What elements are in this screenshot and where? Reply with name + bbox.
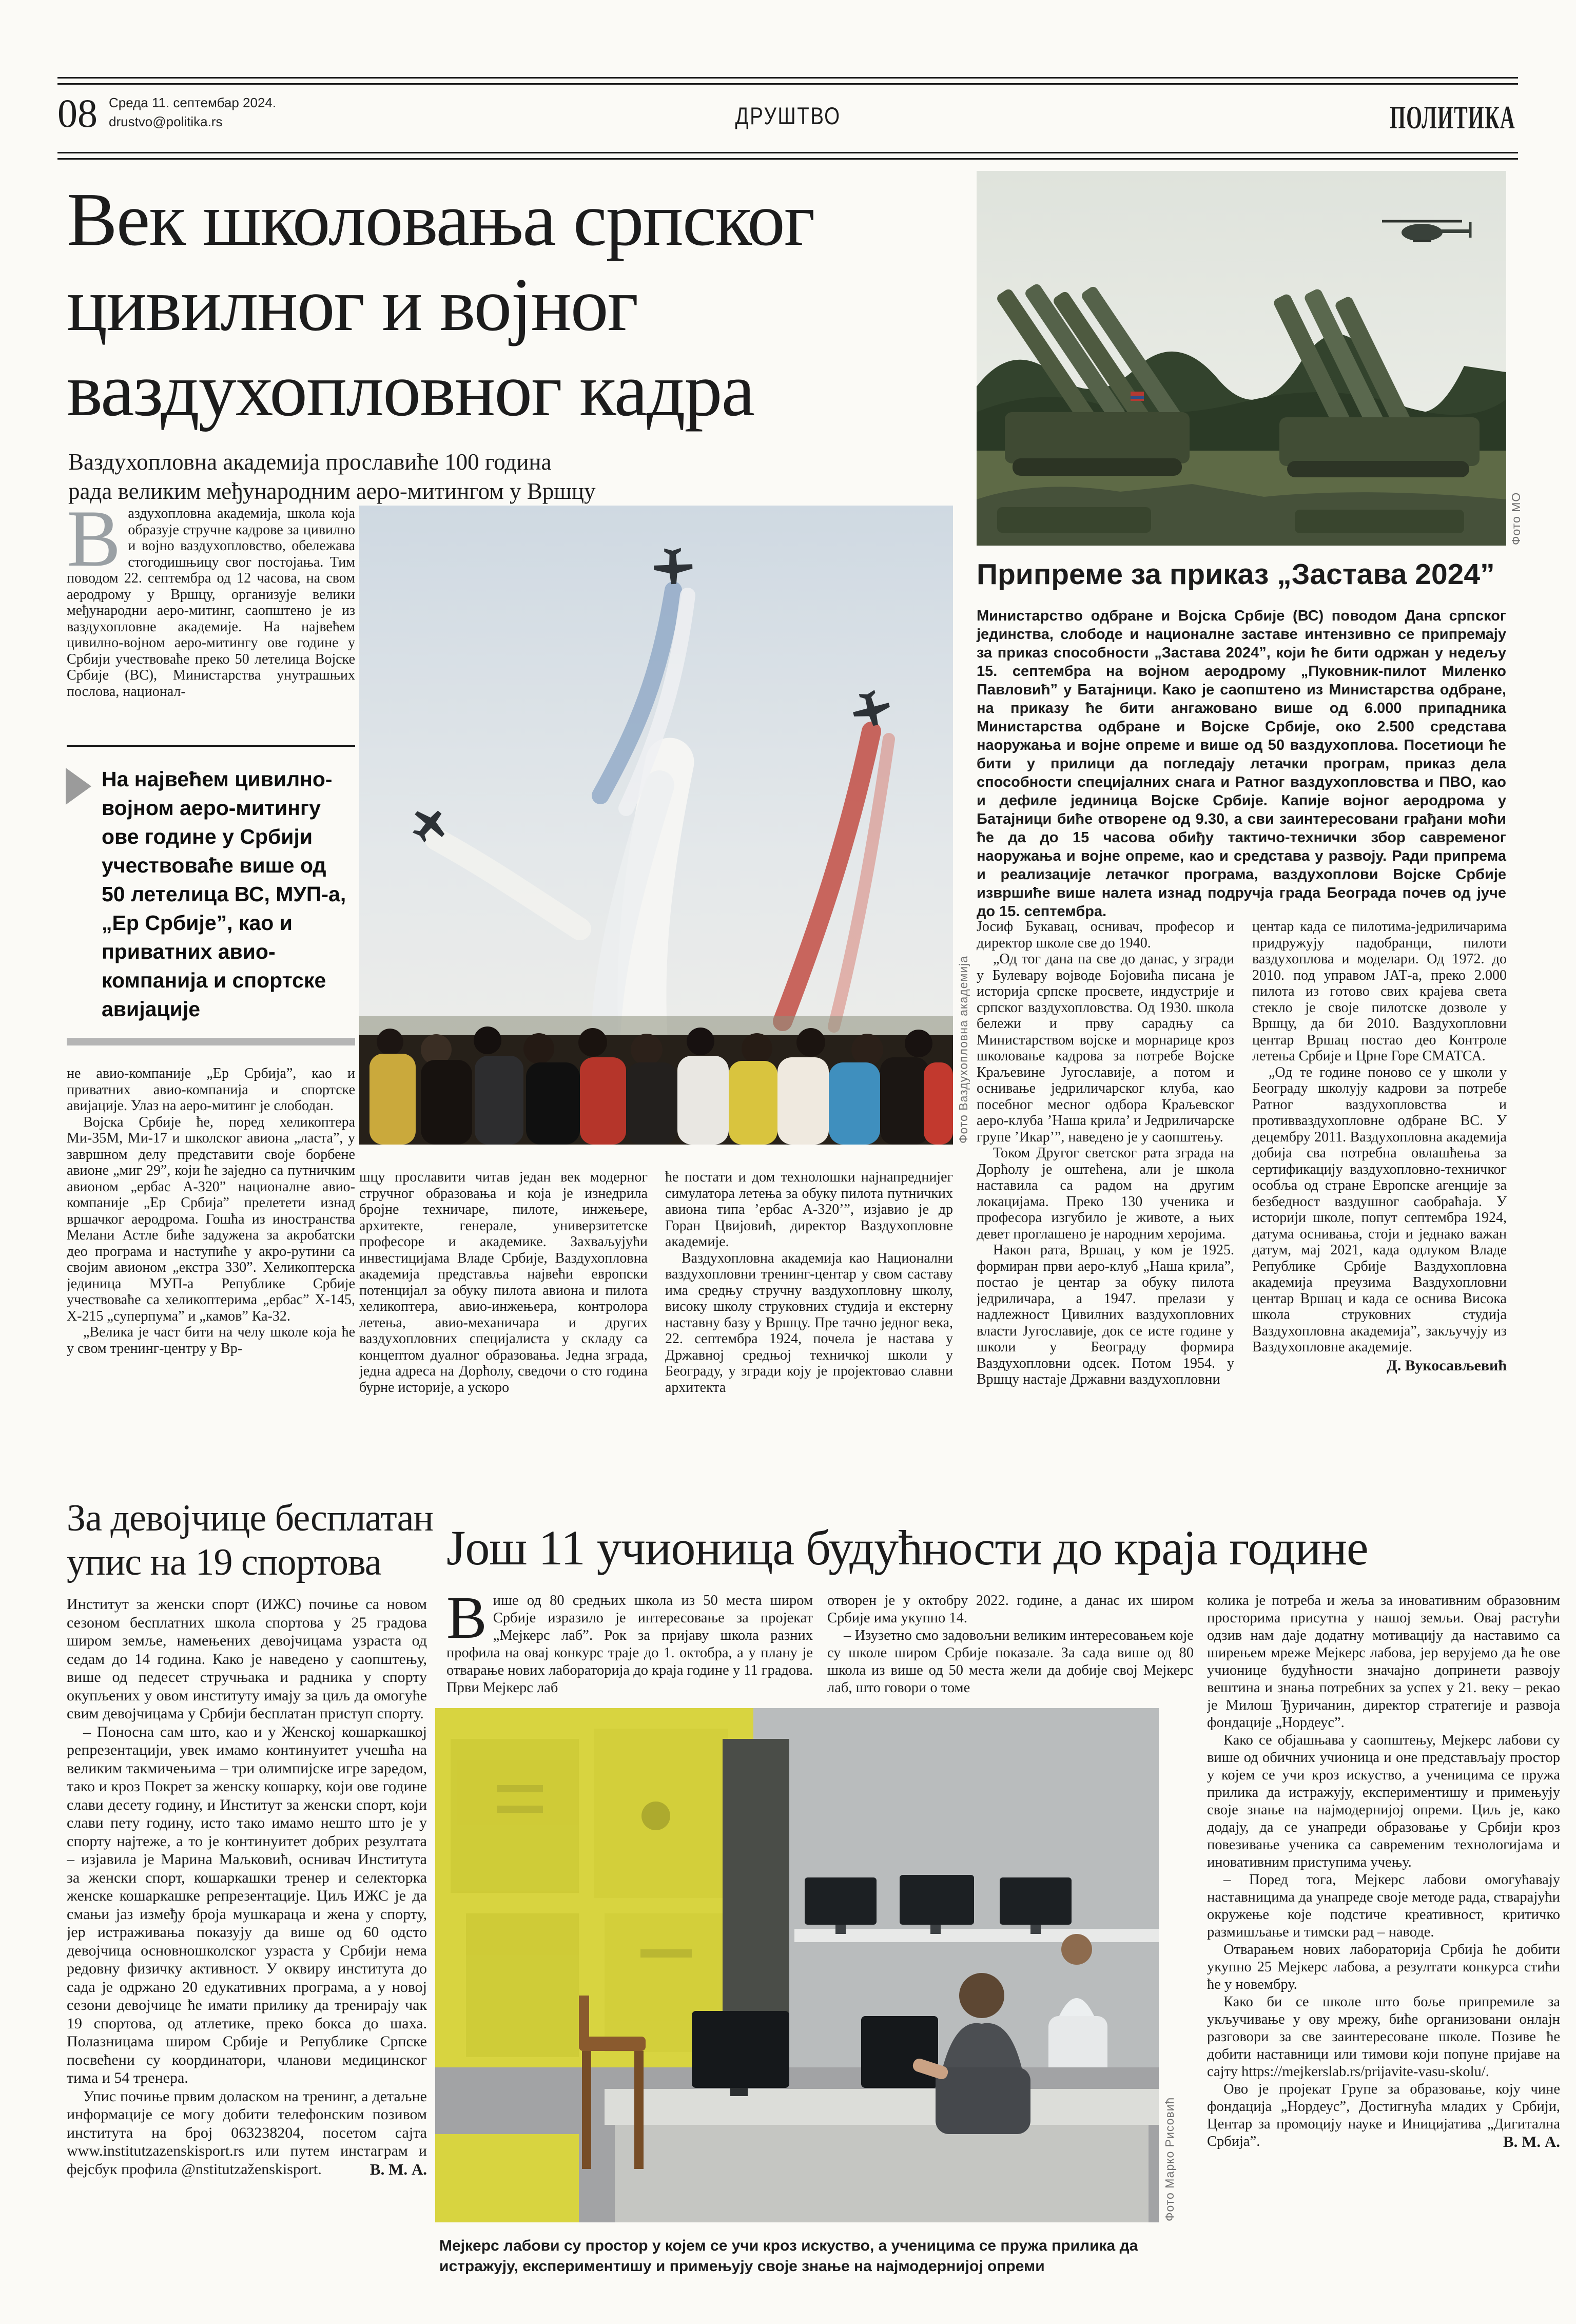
main-column-2 [359,1169,648,1504]
main-column-1 [67,1066,355,1503]
zastava-body: Министарство одбране и Војска Србије (ВС) поводом Дана српског јединства, слободе и националне заставе интензивно се припремају за приказ способности „Застава 2024”, који ће бити одржан у недељу 15. септембра на војном аеродрому „Пуковник-пилот Миленко Павловић” у Батајници. Како је саопштено из Министарства одбране, на приказу ће бити ангажовано више од 6.000 припадника Министарства одбране и Војске Србије, око 2.500 средстава наоружања и војне опреме и више од 50 ваздухоплова. Посетиоци ће бити у прилици да погледају летачки програм, приказ дела способности специјалних снага и Ратног ваздухопловства и ПВО, као и дефиле јединица Војске Србије. Капије војног аеродрома у Батајници биће отворене од 9.30, а сви заинтересовани грађани моћи ће да до 15 часова обиђу тактичо-технички збор савременог наоружања и војне опреме, као и средстава у развоју. Ради припрема и реализације летачког програма, ваздухоплови Војске Србије извршиће више налета изнад подручја града Београда почев од јуче до 15. септембра. [977,608,1506,920]
body-paragraph: не авио-компаније „Ер Србија”, као и приватних авио-компанија и спортске авијације. Улаз на аеро-митинг је слободан. [67,1066,355,1114]
lead-paragraph [67,506,355,700]
section-title: ДРУШТВО [735,102,841,129]
body-paragraph: Ово је пројекат Групе за образовање, коју чине фондација „Нордеус”, Достигнућа младих у Србији, Центар за промоцију науке и Иницијатива „Дигитална Србија”. [1207,2081,1560,2149]
makers-column-b [827,1592,1194,1711]
main-article-subtitle [68,448,838,506]
zastava-photo [977,171,1506,546]
airshow-photo-credit: Фото Ваздухопловна академија [957,955,970,1144]
body-paragraph: „Велика је част бити на челу школе која ће у свом тренинг-центру у Вр- [67,1324,355,1357]
main-article-byline: Д. Вукосављевић [1387,1357,1507,1374]
masthead-wrap [1313,99,1515,137]
sports-article-byline: В. М. А. [369,2160,427,2178]
zastava-article [977,558,1506,921]
makers-column-c [1207,1592,1560,2249]
body-paragraph: Институт за женски спорт (ИЖС) почиње са новом сезоном бесплатних школа спортова у 25 градова широм земље, намењених девојчицама узраста од седам до 14 година. Како је наведено у саопштењу, више од педесет стручњака и радника у спорту окупљених у овом институту имају за циљ да омогуће свим девојчицама у Србији бесплатан приступ спорту. [67,1596,427,1722]
makers-col-a-text: ише од 80 средњих школа из 50 места широм Србије изразило је интересовање за пројекат „Мејкерс лаб”. Рок за пријаву школа разних профила на овај конкурс траје до 1. октобра, а у плану је отварање нових лабораторија до краја године у 11 градова. Први Мејкерс лаб [446,1593,813,1696]
main-article-title [67,177,990,433]
main-title-line2: цивилног и војног [67,263,638,347]
lead-text: аздухопловна академија, школа која образује стручне кадрове за цивилно и војно ваздухопловство, обележава стогодишњицу свог постојања. Тим поводом 22. септембра од 12 часова, на свом аеродрому у Вршцу, организује велики међународни аеро-митинг, саопштено је из ваздухопловне академије. На највећем цивилно-војном аеро-митингу ове године у Србији учествоваће преко 50 летелица Војске Србије (ВС), Министарства унутрашњих послова, национал- [67,506,355,700]
zastava-title: Припреме за приказ „Застава 2024” [977,558,1495,591]
page-number: 08 [57,91,98,135]
body-paragraph: Током Другог светског рата зграда на Дорћолу је оштећена, али је школа наставила са радом на другим локацијама. Преко 130 ученика и професора изгубило је животе, а њих девет проглашено је народним херојима. [977,1145,1234,1242]
main-column-4 [977,919,1234,1504]
main-title-line3: ваздухопловног кадра [67,348,754,432]
lead-dropcap: В [67,506,121,584]
quote-bottom-bar [67,1038,355,1045]
body-paragraph: Упис почиње првим доласком на тренинг, а детаљне информације се могу добити телефонским позивом института на број 063238204, посетом сајта www.institutzazenskisport.rs или путем инстаграм и фејсбук профила @nstitutzaženskisport. [67,2087,427,2178]
makers-photo-art [435,1708,1159,2222]
header-bottom-rule [57,152,1518,160]
main-lead-column [67,506,355,738]
makers-column-a [446,1592,813,1711]
makers-photo-caption: Мејкерс лабови су простор у којем се учи кроз искуство, а ученицима се пружа прилика да истражују, експериментишу и примењују своје знање на најмодернијој опреми [439,2237,1138,2275]
airshow-photo-art [359,506,953,1145]
pull-quote-marker [66,768,91,805]
airshow-photo [359,506,953,1145]
issue-date: Среда 11. септембар 2024. [109,95,277,110]
subtitle-line1: Ваздухопловна академија прославиће 100 година [68,449,552,475]
body-paragraph: Ваздухопловна академија као Национални ваздухопловни тренинг-центар у свом саставу има средњу стручну ваздухопловну школу, високу школу струковних студија и екстерну наставну базу у Вршцу. Пре тачно једног века, 22. септембра 1924, почела је настава у Државној средњој техничкој школи у Београду, у згради коју је пројектовао славни архитекта [665,1250,953,1396]
pull-quote: На највећем цивилно-војном аеро-митингу ове године у Србији учествоваће више од 50 летелица ВС, МУП-а, „Ер Србије”, као и приватних авио-компанија и спортске авијације [102,767,346,1021]
body-paragraph: „Од тог дана па све до данас, у згради у Булевару војводе Бојовића писана је историја српске просвете, индустрије и српског ваздухопловства. Од 1930. школа бележи и прву сарадњу са Министарством војске и морнарице кроз школовање кадрова за потребе Војске Краљевине Југославије, а потом и оснивање једриличарског клуба, као посебног месног одбора Краљевског аеро-клуба ’Наша крила’ и Једриличарске групе ’Икар’”, наведено је у саопштењу. [977,951,1234,1145]
header-top-rule [57,77,1518,85]
main-title-line1: Век школовања српског [67,178,814,262]
makers-article-byline: В. М. А. [1503,2133,1560,2151]
section-email: drustvo@politika.rs [109,114,223,129]
main-column-3 [665,1169,953,1504]
makers-photo [435,1708,1159,2222]
body-paragraph: – Поред тога, Мејкерс лабови омогућавају наставницима да унапреде своје методе рада, стварајући окружење које подстиче креативност, критичко размишљање и тимски рад – наводе. [1207,1872,1560,1940]
sports-article-body [67,1595,427,2246]
monitor-icons [805,1875,1072,1934]
body-paragraph [446,1592,813,1697]
body-paragraph: Како би се школе што боље припремиле за укључивање у ову мрежу, биће организовани онлајн разговори за све заинтересоване школе. Позиве ће добити наставници или тимови који попуне пријаве на сајту https://mejkerslab.rs/prijavite-vasu-skolu/. [1207,1994,1560,2080]
makers-article-title: Још 11 учионица будућности до краја године [446,1520,1368,1575]
makers-dropcap: В [446,1592,487,1651]
body-paragraph: Јосиф Букавац, оснивач, професор и директор школе све до 1940. [977,919,1234,951]
sports-title-line1: За девојчице бесплатан [67,1497,434,1539]
zastava-photo-credit: Фото МО [1509,492,1523,545]
body-paragraph: – Поносна сам што, као и у Женској кошаркашкој репрезентацији, увек имамо континуитет учешћа на великим такмичењима – три олимпијске игре заредом, тако и кроз Покрет за женску кошарку, који ове године слави десету годину, и Институт за женски спорт, који слави пету годину, исто тако имамо нешто што је у спорту најтеже, а то је континуитет добрих резултата – изјавила је Марина Маљковић, оснивач Института за женски спорт, кошаркашки тренер и селекторка женске кошаркашке репрезентације. Циљ ИЖС је да смањи јаз између броја мушкараца и жена у спорту, јер истраживања показују да више од 60 одсто девојчица основношколског узраста у Србији нема редовну физичку активност. У оквиру института до сада је одржано 20 едукативних програма, а у новој сезони девојчице ће имати прилику да тренирају чак 19 спортова, од атлетике, преко бокса до шаха. Полазницама широм Србије и Републике Српске посвећени су координатори, чланови медицинског тима и 54 тренера. [67,1723,427,2086]
subtitle-line2: рада великим међународним аеро-митингом у Вршцу [68,478,596,504]
sports-title-line2: упис на 19 спортова [67,1541,381,1583]
quote-top-rule [67,745,355,747]
body-paragraph: ће постати и дом технолошки најнапреднијег симулатора летења за обуку пилота путничких авиона типа ’ербас А-320’”, изјавио је др Горан Цвијовић, директор Ваздухопловне академије. [665,1169,953,1250]
masthead: ПОЛИТИКА [1390,99,1515,135]
zastava-photo-art [977,171,1506,546]
makers-photo-credit: Фото Марко Рисовић [1163,2097,1176,2221]
body-paragraph: центар када се пилотима-једриличарима придружују падобранци, пилоти ваздухоплова и моделари. Од 1972. до 2010. под управом ЈАТ-а, преко 2.000 пилота из готово свих крајева света стекло је своје пилотске дозволе у Вршцу, да би 2010. Ваздухопловни центар Вршац постао део Контроле летења Србије и Црне Горе СМАТСА. [1252,919,1507,1064]
body-paragraph: Како се објашњава у саопштењу, Мејкерс лабови су више од обичних учионица и оне представљају простор у којем се учи кроз искуство, а ученицима се пружа прилика да истражују, експериментишу и примењују своје знање на најмодернијој опреми. Циљ је, како додају, да се унапреди образовање у Србији кроз повезивање ученика са савременим технологијама и иновативним приступима учењу. [1207,1732,1560,1870]
sports-article-title [67,1496,488,1584]
body-paragraph: колика је потреба и жеља за иновативним образовним просторима присутна у нашој земљи. Овај растући одзив нам даје додатну мотивацију да наставимо са ширењем мреже Мејкерс лабова, јер верујемо да ће ове учионице будућности значајно допринети развоју вештина и знања потребних за успех у 21. веку – рекао је Милош Ђуричанин, директор стратегије и развоја фондације „Нордеус”. [1207,1593,1560,1731]
body-paragraph: Отварањем нових лабораторија Србија ће добити укупно 25 Мејкерс лабова, а резултати конкурса стићи ће у новембру. [1207,1942,1560,1992]
main-column-5 [1252,919,1507,1504]
body-paragraph: отворен је у октобру 2022. године, а данас их широм Србије има укупно 14. [827,1593,1194,1626]
body-paragraph: „Од те године поново се у школи у Београду школују кадрови за потребе Ратног ваздухопловства и противваздухопловне одбране ВС. У децембру 2011. Ваздухопловна академија добија сва потребна овлашћења за сертификацију ваздухопловно-техничког особља од стране Европске агенције за безбедност ваздушног саобраћаја. У историји школе, попут септембра 1924, датума оснивања, стоји и једнако важан датум, мај 2021, када одлуком Владе Републике Србије Ваздухопловна академија преузима Ваздухопловни центар Вршац и када се оснива Висока школа струковних студија Ваздухопловна академија”, закључују из Ваздухопловне академије. [1252,1064,1507,1355]
body-paragraph: шцу прославити читав један век модерног стручног образовања и која је изнедрила бројне техничаре, пилоте, инжењере, архитекте, генерале, универзитетске професоре и академике. Захваљујући инвестицијама Владе Србије, Ваздухопловна академија представља највећи европски потенцијал за обуку пилота авиона и пилота хеликоптера, авио-инжењера, контролора летења, авио-механичара и других ваздухопловних специјалиста у складу са концептом дуалног образовања. Једна зграда, једна адреса на Дорћолу, сведочи о сто година бурне историје, а ускоро [359,1169,648,1396]
body-paragraph: Након рата, Вршац, у ком је 1925. формиран први аеро-клуб „Наша крила”, постао је центар за обуку пилота једриличара, а 1947. прелази у надлежност Цивилних ваздухопловних власти Југославије, док се исте године у школи у Београду формира Ваздухопловни одсек. Потом 1954. у Вршцу настаје Државни ваздухопловни [977,1242,1234,1387]
body-paragraph: Војска Србије ће, поред хеликоптера Ми-35М, Ми-17 и школског авиона „ласта”, у завршном делу представити своје борбене авионе „миг 29”, који ће заједно са путничким авионом „ербас А-320” националне авио-компаније „Ер Србија” прелетети изнад вршачког аеродрома. Гошћа из иностранства Мелани Астле биће задужена за акробатски део програма и наступиће у акро-рутини са својим авионом „екстра 330”. Хеликоптерска јединица МУП-а Републике Србије учествоваће са хеликоптерима „ербас” Х-145, Х-215 „суперпума” и „камов” Ка-32. [67,1114,355,1324]
body-paragraph: – Изузетно смо задовољни великим интересовањем које су школе широм Србије показале. За сада више од 80 школа из више од 50 места жели да добије свој Мејкерс лаб, што говори о томе [827,1628,1194,1696]
